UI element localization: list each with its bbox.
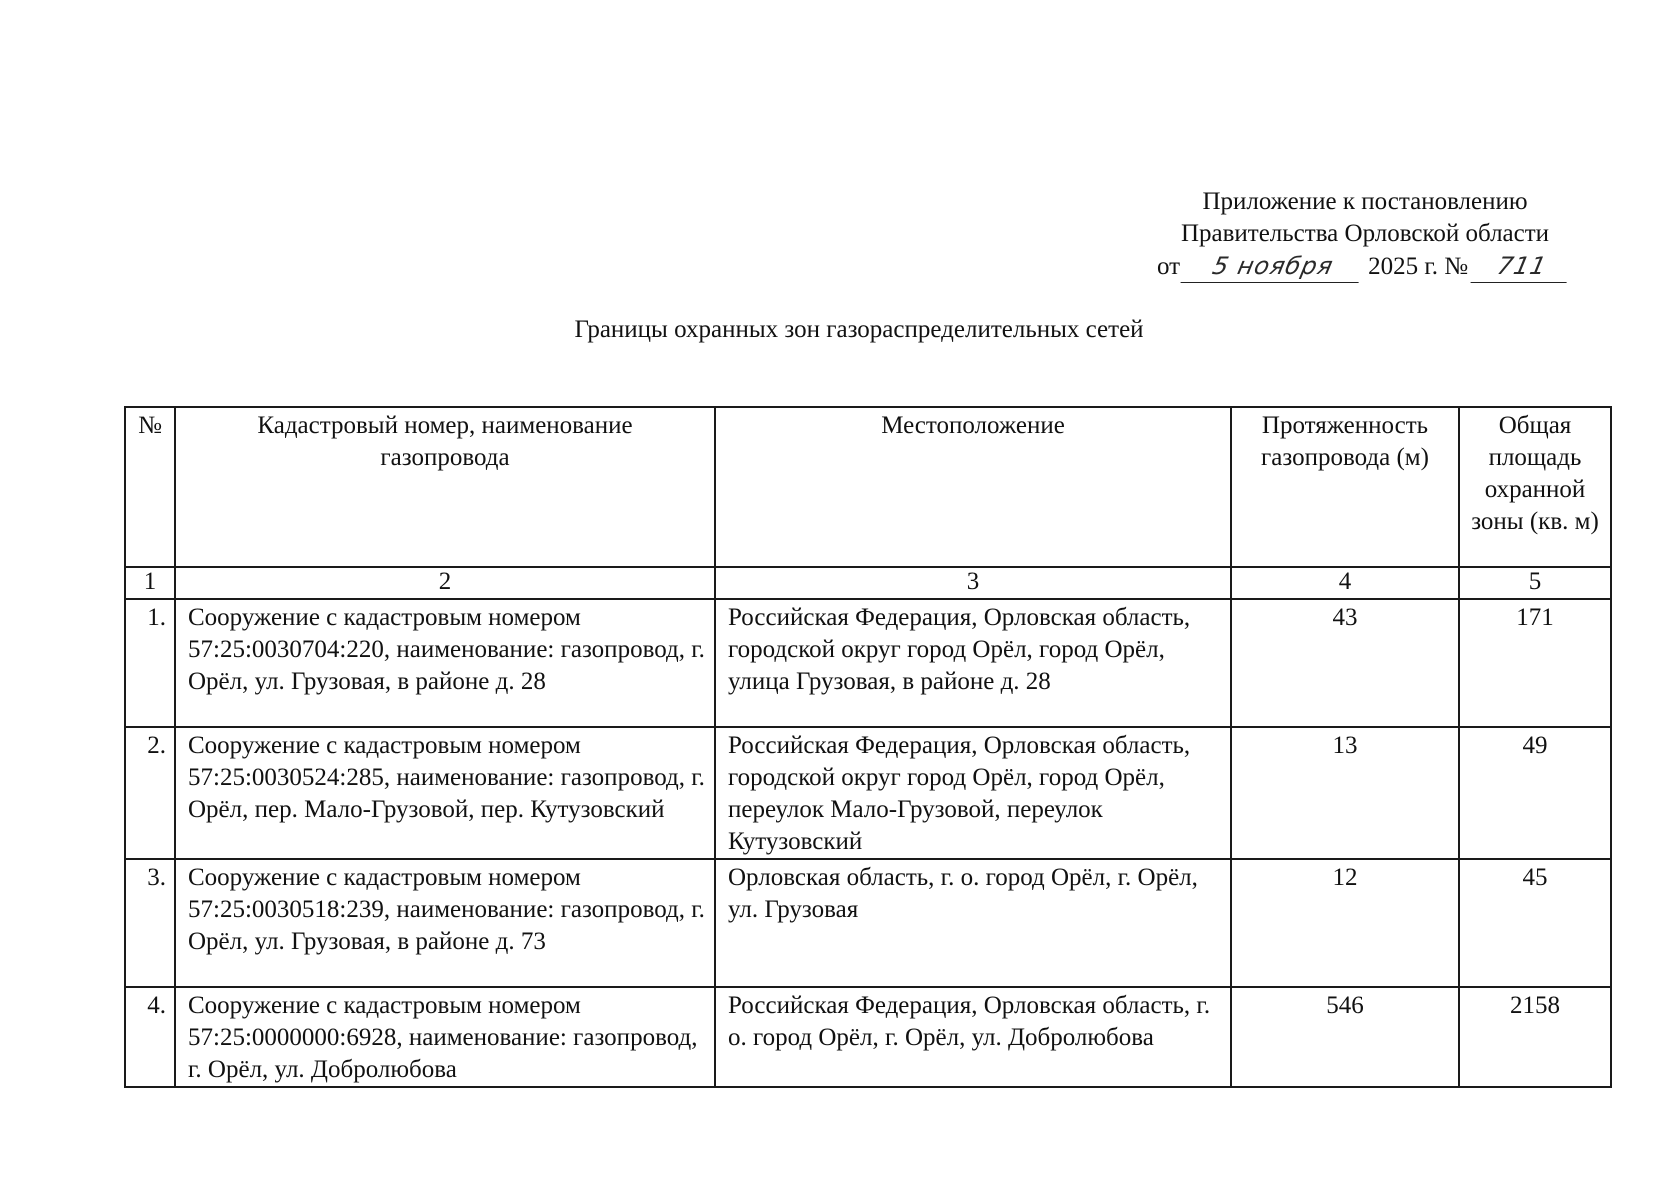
row-location: Российская Федерация, Орловская область, городской округ город Орёл, город Орёл, улица Грузовая, в районе д. 28 — [715, 599, 1231, 727]
column-number-3: 3 — [715, 567, 1231, 599]
row-length: 12 — [1231, 859, 1459, 987]
table-row — [125, 987, 1611, 1087]
column-number-5: 5 — [1459, 567, 1611, 599]
protection-zones-table — [124, 406, 1612, 1088]
header-location: Местоположение — [715, 407, 1231, 567]
column-number-4: 4 — [1231, 567, 1459, 599]
appendix-line-1: Приложение к постановлению — [1202, 188, 1528, 215]
appendix-date-line — [1157, 250, 1570, 283]
document-title: Границы охранных зон газораспределительных сетей — [574, 316, 1144, 343]
row-number: 2. — [125, 727, 175, 859]
column-number-2: 2 — [175, 567, 715, 599]
row-number: 1. — [125, 599, 175, 727]
column-number-1: 1 — [125, 567, 175, 599]
row-area: 171 — [1459, 599, 1611, 727]
column-numbers-row — [125, 567, 1611, 599]
row-location: Российская Федерация, Орловская область, г. о. город Орёл, г. Орёл, ул. Добролюбова — [715, 987, 1231, 1087]
handwritten-date: 5 ноября — [1181, 250, 1366, 283]
row-number: 4. — [125, 987, 175, 1087]
header-area: Общая площадь охранной зоны (кв. м) — [1459, 407, 1611, 567]
table-row — [125, 599, 1611, 727]
row-length: 13 — [1231, 727, 1459, 859]
table-header-row — [125, 407, 1611, 567]
year-text: 2025 г. № — [1368, 253, 1469, 280]
row-location: Орловская область, г. о. город Орёл, г. Орёл, ул. Грузовая — [715, 859, 1231, 987]
header-number: № — [125, 407, 175, 567]
row-area: 2158 — [1459, 987, 1611, 1087]
row-area: 49 — [1459, 727, 1611, 859]
appendix-line-2: Правительства Орловской области — [1180, 220, 1550, 247]
row-cadastral-name: Сооружение с кадастровым номером 57:25:0000000:6928, наименование: газопровод, г. Орёл, ул. Добролюбова — [175, 987, 715, 1087]
appendix-header — [1130, 186, 1600, 250]
date-prefix: от — [1157, 253, 1181, 280]
row-number: 3. — [125, 859, 175, 987]
row-area: 45 — [1459, 859, 1611, 987]
table-row — [125, 727, 1611, 859]
header-cadastral-name: Кадастровый номер, наименование газопровода — [175, 407, 715, 567]
row-length: 43 — [1231, 599, 1459, 727]
handwritten-number: 711 — [1471, 250, 1574, 283]
row-location: Российская Федерация, Орловская область, городской округ город Орёл, город Орёл, переулок Мало-Грузовой, переулок Кутузовский — [715, 727, 1231, 859]
row-cadastral-name: Сооружение с кадастровым номером 57:25:0030704:220, наименование: газопровод, г. Орёл, ул. Грузовая, в районе д. 28 — [175, 599, 715, 727]
row-cadastral-name: Сооружение с кадастровым номером 57:25:0030524:285, наименование: газопровод, г. Орёл, пер. Мало-Грузовой, пер. Кутузовский — [175, 727, 715, 859]
table-row — [125, 859, 1611, 987]
row-cadastral-name: Сооружение с кадастровым номером 57:25:0030518:239, наименование: газопровод, г. Орёл, ул. Грузовая, в районе д. 73 — [175, 859, 715, 987]
header-length: Протяженность газопровода (м) — [1231, 407, 1459, 567]
row-length: 546 — [1231, 987, 1459, 1087]
